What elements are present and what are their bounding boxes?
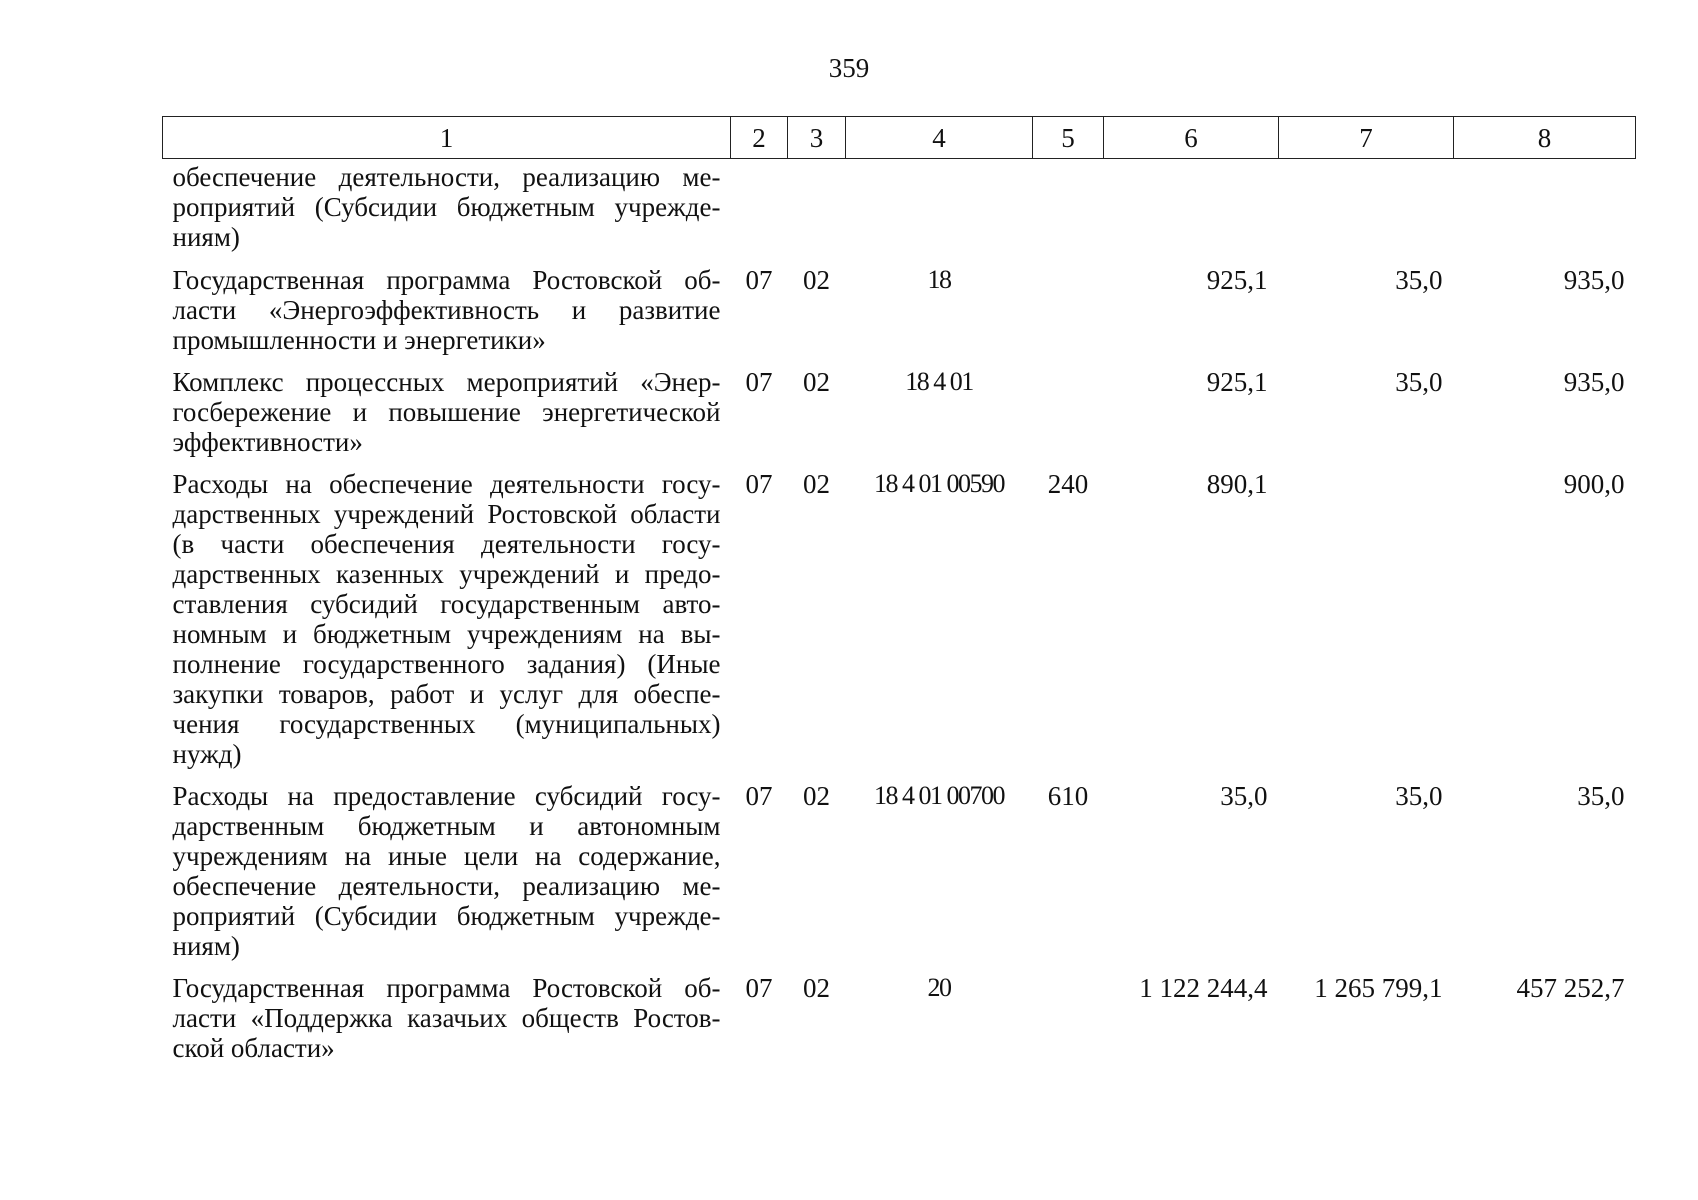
- section-code: 07: [745, 781, 773, 811]
- section-code: 07: [745, 469, 773, 499]
- amount-col-8: 457 252,7: [1516, 973, 1625, 1003]
- column-header-1: 1: [163, 117, 731, 159]
- column-header-3: 3: [788, 117, 846, 159]
- table-row: [163, 159, 1636, 266]
- table-row: [163, 469, 1636, 781]
- column-header-6: 6: [1104, 117, 1279, 159]
- table-row: [163, 367, 1636, 469]
- table-body: [163, 159, 1636, 1076]
- subsection-code: 02: [803, 469, 830, 499]
- amount-col-6: 1 122 244,4: [1139, 973, 1268, 1003]
- row-description: Расходы на обеспечение деятельности государственных учреждений Ростовской области (в части обеспечения деятельности государственных казенных учреждений и предоставления субсидий государственным автономным и бюджетным учреждениям на выполнение государственного задания) (Иные закупки товаров, работ и услуг для обеспечения государственных (муниципальных) нужд): [172, 469, 721, 769]
- row-description: обеспечение деятельности, реализацию мероприятий (Субсидии бюджетным учреждениям): [172, 162, 721, 252]
- column-header-4: 4: [846, 117, 1033, 159]
- target-article-code: 18: [927, 265, 951, 294]
- amount-col-7: 1 265 799,1: [1314, 973, 1443, 1003]
- target-article-code: 18 4 01: [905, 367, 973, 396]
- target-article-code: 18 4 01 00590: [874, 469, 1004, 498]
- budget-table: [162, 116, 1636, 1075]
- row-description: Расходы на предоставление субсидий государственным бюджетным и автономным учреждениям на иные цели на содержание, обеспечение деятельности, реализацию мероприятий (Субсидии бюджетным учреждениям): [172, 781, 721, 961]
- table-row: [163, 973, 1636, 1075]
- expense-type-code: [1033, 265, 1104, 367]
- amount-col-7: 35,0: [1395, 265, 1443, 295]
- section-code: 07: [745, 973, 773, 1003]
- amount-col-8: 935,0: [1563, 367, 1625, 397]
- subsection-code: [788, 159, 846, 266]
- expense-type-code: 610: [1047, 781, 1089, 811]
- subsection-code: 02: [803, 973, 830, 1003]
- section-code: 07: [745, 367, 773, 397]
- amount-col-6: [1104, 159, 1279, 266]
- target-article-code: 18 4 01 00700: [874, 781, 1004, 810]
- column-header-8: 8: [1454, 117, 1636, 159]
- amount-col-6: 925,1: [1206, 367, 1268, 397]
- table-row: [163, 265, 1636, 367]
- subsection-code: 02: [803, 367, 830, 397]
- expense-type-code: [1033, 367, 1104, 469]
- amount-col-7: [1279, 469, 1454, 781]
- amount-col-6: 35,0: [1220, 781, 1268, 811]
- expense-type-code: [1033, 973, 1104, 1075]
- amount-col-7: 35,0: [1395, 367, 1443, 397]
- subsection-code: 02: [803, 265, 830, 295]
- row-description: Государственная программа Ростовской области «Энергоэффективность и развитие промышленности и энергетики»: [172, 265, 721, 355]
- amount-col-8: [1454, 159, 1636, 266]
- column-header-5: 5: [1033, 117, 1104, 159]
- target-article-code: [846, 159, 1033, 266]
- column-header-2: 2: [731, 117, 788, 159]
- row-description: Государственная программа Ростовской области «Поддержка казачьих обществ Ростовской области»: [172, 973, 721, 1063]
- subsection-code: 02: [803, 781, 830, 811]
- amount-col-8: 35,0: [1577, 781, 1625, 811]
- amount-col-8: 935,0: [1563, 265, 1625, 295]
- amount-col-7: [1279, 159, 1454, 266]
- amount-col-6: 925,1: [1206, 265, 1268, 295]
- row-description: Комплекс процессных мероприятий «Энергосбережение и повышение энергетической эффективности»: [172, 367, 721, 457]
- page-number: 359: [828, 53, 870, 83]
- section-code: 07: [745, 265, 773, 295]
- amount-col-8: 900,0: [1563, 469, 1625, 499]
- target-article-code: 20: [927, 973, 951, 1002]
- table-header: [163, 117, 1636, 159]
- expense-type-code: 240: [1047, 469, 1089, 499]
- table-row: [163, 781, 1636, 973]
- column-header-7: 7: [1279, 117, 1454, 159]
- amount-col-6: 890,1: [1206, 469, 1268, 499]
- expense-type-code: [1033, 159, 1104, 266]
- amount-col-7: 35,0: [1395, 781, 1443, 811]
- section-code: [731, 159, 788, 266]
